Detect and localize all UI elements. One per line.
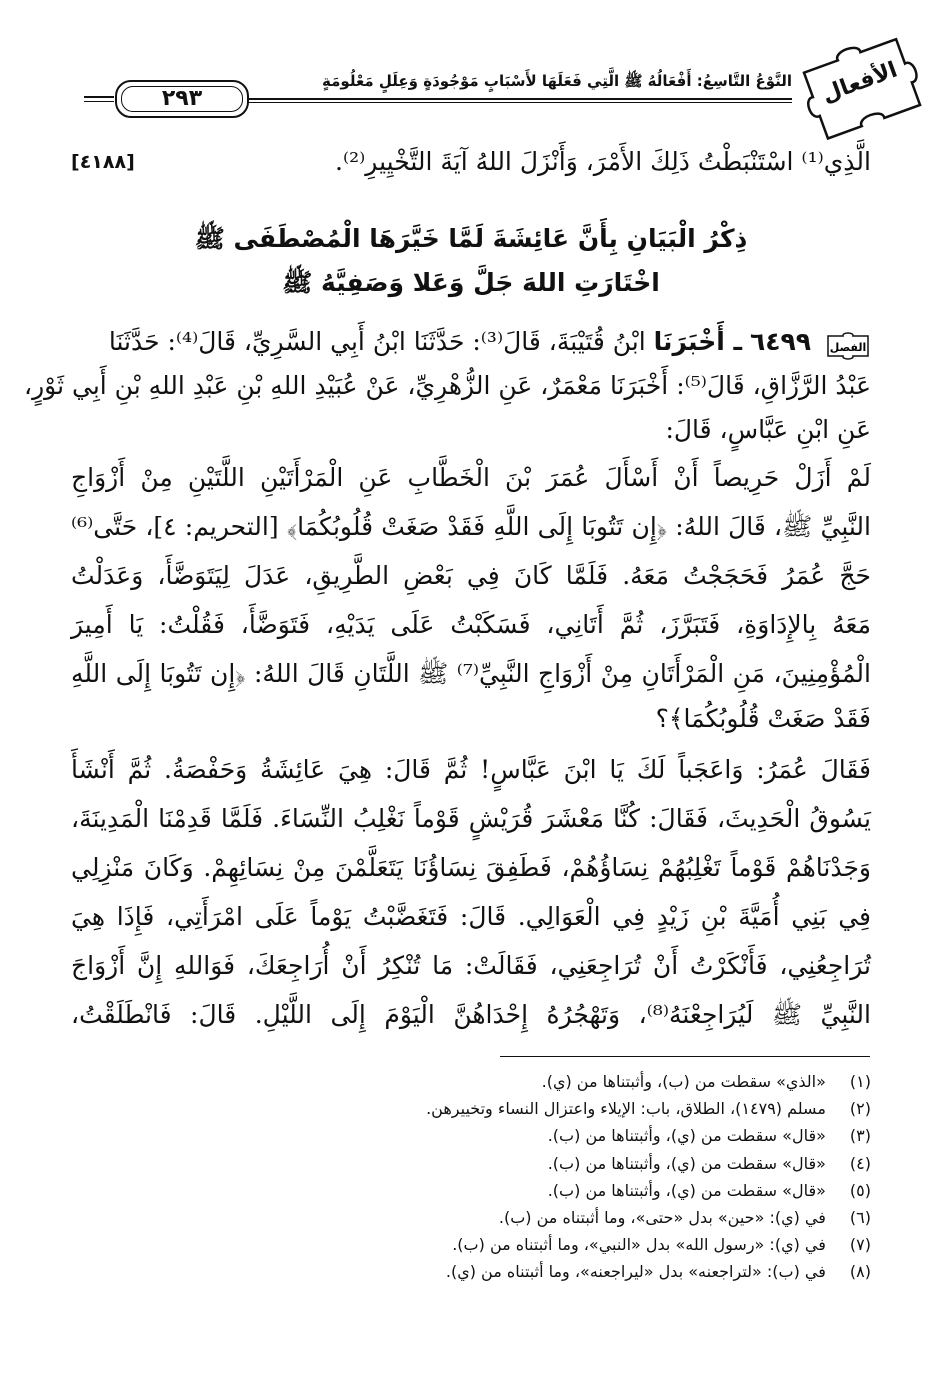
paragraph-1-line: الْمُؤْمِنِينَ، مَنِ الْمَرْأَتَانِ مِنْ أَزْوَاجِ النَّبِيِّ⁽⁷⁾ ﷺ اللَّتَانِ قَالَ اللهُ: ﴿إِن تَتُوبَا إِلَى اللَّهِ [71, 659, 871, 688]
footnote-text: «الذي» سقطت من (ب)، وأثبتناها من (ي). [541, 1072, 826, 1091]
paragraph-1-line: مَعَهُ بِالإِدَاوَةِ، فَتَبَرَّزَ، ثُمَّ أَتَانِي، فَسَكَبْتُ عَلَى يَدَيْهِ، فَتَوَضَّأَ، فَقُلْتُ: يَا أَمِيرَ [71, 610, 871, 639]
footnote-text: في (ي): «رسول الله» بدل «النبي»، وما أثبتناه من (ب). [452, 1235, 826, 1255]
chapter-badge [790, 23, 932, 150]
footnote [71, 1068, 871, 1095]
paragraph-2-line: يَسُوقُ الْحَدِيثَ، فَقَالَ: كُنَّا مَعْشَرَ قُرَيْشٍ قَوْماً نَغْلِبُ النِّسَاءَ. فَلَمَّا قَدِمْنَا الْمَدِينَةَ، [71, 804, 871, 833]
continuation-text: الَّذِي⁽¹⁾ اسْتَنْبَطْتُ ذَلِكَ الأَمْرَ، وَأَنْزَلَ اللهُ آيَةَ التَّخْيِيرِ⁽²⁾. [335, 147, 871, 176]
number-rule [84, 96, 114, 98]
paragraph-1-line: لَمْ أَزَلْ حَرِيصاً أَنْ أَسْأَلَ عُمَرَ بْنَ الْخَطَّابِ عَنِ الْمَرْأَتَيْنِ اللَّتَيْنِ مِنْ أَزْوَاجِ [71, 463, 871, 492]
paragraph-1-line: النَّبِيِّ ﷺ، قَالَ اللهُ: ﴿إِن تَتُوبَا إِلَى اللَّهِ فَقَدْ صَغَتْ قُلُوبُكُمَا﴾ [التحريم: ٤]، حَتَّى⁽⁶⁾ [71, 512, 871, 541]
footnote-number: (٣) [849, 1126, 871, 1146]
footnote-number: (٥) [849, 1180, 871, 1200]
paragraph-1-line: فَقَدْ صَغَتْ قُلُوبُكُمَا﴾؟ [655, 704, 871, 733]
hadith-number: ٦٤٩٩ [750, 327, 812, 356]
section-title-line-1: ذِكْرُ الْبَيَانِ بِأَنَّ عَائِشَةَ لَمَّا خَيَّرَهَا الْمُصْطَفَى ﷺ [194, 224, 748, 253]
footnote-number: (٧) [849, 1235, 871, 1255]
paragraph-2-line: فِي بَنِي أُمَيَّةَ بْنِ زَيْدٍ فِي الْعَوَالِي. قَالَ: فَتَغَضَّبْتُ يَوْماً عَلَى امْرَأَتِي، فَإِذَا هِيَ [71, 902, 871, 931]
continuation-line [71, 140, 871, 184]
isnad-line-1: ابْنُ قُتَيْبَةَ، قَالَ⁽³⁾: حَدَّثَنَا ابْنُ أَبِي السَّرِيِّ، قَالَ⁽⁴⁾: حَدَّثَنَا [108, 327, 646, 356]
fasl-icon [825, 330, 871, 358]
footnote [71, 1231, 871, 1258]
footnote-text: مسلم (١٤٧٩)، الطلاق، باب: الإيلاء واعتزال النساء وتخييرهن. [426, 1099, 826, 1119]
akhbarana-word: ـ أَخْبَرَنَا [653, 327, 743, 356]
footnote [71, 1095, 871, 1122]
footnote-text: في (ي): «حين» بدل «حتى»، وما أثبتناه من (ب). [498, 1207, 826, 1227]
footnote-text: «قال» سقطت من (ي)، وأثبتناها من (ب). [547, 1126, 826, 1146]
footnote [71, 1150, 871, 1177]
footnote-text: «قال» سقطت من (ي)، وأثبتناها من (ب). [547, 1153, 826, 1173]
footnote-number: (١) [849, 1072, 871, 1091]
footnote-number: (٢) [849, 1099, 871, 1119]
paragraph-2-line: وَجَدْنَاهُمْ قَوْماً تَغْلِبُهُمْ نِسَاؤُهُمْ، فَطَفِقَ نِسَاؤُنَا يَتَعَلَّمْنَ مِنْ نِسَائِهِمْ. وَكَانَ مَنْزِلِي [71, 853, 871, 882]
footnote-text: في (ب): «لتراجعنه» بدل «ليراجعنه»، وما أثبتناه من (ي). [445, 1262, 826, 1282]
footnote-number: (٦) [849, 1207, 871, 1227]
running-title: النَّوْعُ التَّاسِعُ: أَفْعَالُهُ ﷺ الَّتِي فَعَلَهَا لأَسْبَابٍ مَوْجُودَةٍ وَعِلَلٍ مَعْلُومَةٍ [322, 72, 792, 90]
isnad-line-3: عَنِ ابْنِ عَبَّاسٍ، قَالَ: [665, 415, 871, 444]
footnote [71, 1122, 871, 1149]
footnote-number: (٤) [849, 1153, 871, 1173]
footnote-separator [500, 1056, 870, 1057]
hadith-ref-number: [٤١٨٨] [71, 151, 135, 173]
badge-label: الأفعال [818, 57, 901, 108]
paragraph-1-line: حَجَّ عُمَرُ فَحَجَجْتُ مَعَهُ. فَلَمَّا كَانَ فِي بَعْضِ الطَّرِيقِ، عَدَلَ لِيَتَوَضَّأَ، وَعَدَلْتُ [71, 561, 871, 590]
paragraph-2-line: فَقَالَ عُمَرُ: وَاعَجَباً لَكَ يَا ابْنَ عَبَّاسٍ! ثُمَّ قَالَ: هِيَ عَائِشَةُ وَحَفْصَةُ. ثُمَّ أَنْشَأَ [71, 755, 871, 784]
paragraph-2-line: النَّبِيِّ ﷺ لَيُرَاجِعْنَهُ⁽⁸⁾، وَتَهْجُرُهُ إِحْدَاهُنَّ الْيَوْمَ إِلَى اللَّيْلِ. قَالَ: فَانْطَلَقْتُ، [71, 1000, 871, 1029]
footnote [71, 1258, 871, 1285]
page-header [60, 30, 910, 140]
page-number: ٢٩٣ [115, 80, 249, 118]
footnotes [71, 1068, 871, 1286]
hadith-heading [71, 320, 871, 364]
footnote-number: (٨) [849, 1262, 871, 1282]
paragraph-2-line: تُرَاجِعُنِي، فَأَنْكَرْتُ أَنْ تُرَاجِعَنِي، فَقَالَتْ: مَا تُنْكِرُ أَنْ أُرَاجِعَكَ، فَوَاللهِ إِنَّ أَزْوَاجَ [71, 951, 871, 980]
isnad-line-2: عَبْدُ الرَّزَّاقِ، قَالَ⁽⁵⁾: أَخْبَرَنَا مَعْمَرٌ، عَنِ الزُّهْرِيِّ، عَنْ عُبَيْدِ اللهِ بْنِ عَبْدِ اللهِ بْنِ أَبِي ثَوْرٍ، [24, 371, 871, 400]
number-rule-thin [84, 101, 114, 102]
footnote-text: «قال» سقطت من (ي)، وأثبتناها من (ب). [547, 1180, 826, 1200]
fasl-label: الفصل [829, 340, 867, 354]
footnote [71, 1204, 871, 1231]
section-title-line-2: اخْتَارَتِ اللهَ جَلَّ وَعَلا وَصَفِيَّهُ ﷺ [282, 268, 660, 297]
footnote [71, 1177, 871, 1204]
